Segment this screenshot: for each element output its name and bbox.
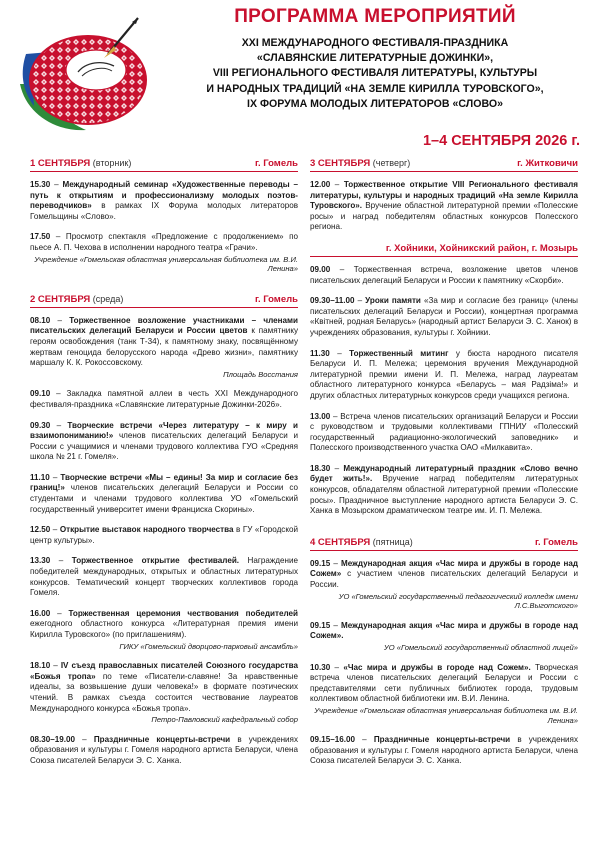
event-title: Торжественная церемония чествования победителей	[68, 608, 298, 618]
day-header	[310, 537, 578, 551]
day-header	[30, 294, 298, 308]
event-desc: Закладка памятной аллеи в честь XXI Международного фестиваля-праздника «Славянские литературные Дожинки-2026».	[30, 389, 298, 409]
festival-logo-icon	[16, 14, 150, 136]
event-item	[310, 621, 578, 653]
header	[0, 0, 600, 160]
event-text: 09.30 – Творческие встречи «Через литературу – к миру и взаимопониманию!» членов писательских делегаций Беларуси и России с учащимися и членами трудового коллектива ГУО «Средняя школа № 21 г. Гомеля».	[30, 420, 298, 462]
event-title: Международная акция «Час мира и дружбы в городе над Сожем».	[310, 620, 579, 641]
event-text: 13.00 – Встреча членов писательских организаций Беларуси и России с руководством и трудовыми коллективами ГПНИУ «Полесский государственный радиационно-экологический заповедник» и Полесского производственного участка ОАО «Милкавита».	[310, 411, 579, 453]
event-text: 17.50 – Просмотр спектакля «Предложение с продолжением» по пьесе А. П. Чехова в исполнении народного театра «Грачи».	[30, 232, 298, 252]
event-venue: ГИКУ «Гомельский дворцово-парковый ансамбль»	[119, 641, 298, 651]
event-title: Торжественное открытие VIII Регионального фестиваля литературы, культуры и народных традиций «На земле Кирилла Туровского».	[310, 180, 579, 211]
event-item	[310, 412, 578, 454]
day-weekday: (среда)	[92, 293, 124, 304]
event-desc: Творческая встреча членов писательских делегаций Беларуси и России с представителями сети публичных библиотек города, трудовым коллективом областной библиотеки им. В.И. Ленина.	[310, 662, 578, 704]
event-desc: у бюста народного писателя Беларуси И. П. Мележа; церемония вручения Международной литературной премии имени И. П. Мележа, наград лауреатам областного литературного конкурса «Беларусь – мая Радзіма!» и других областных литературных конкурсов среди учащихся региона.	[310, 348, 579, 400]
day-header	[30, 158, 298, 172]
day-section	[30, 294, 298, 787]
event-time: 08.30–19.00	[30, 734, 76, 744]
event-item	[30, 735, 298, 767]
section-gap	[310, 777, 578, 787]
day-city: г. Гомель	[254, 158, 298, 169]
event-desc: Вручение наград победителям литературных конкурсов, обладателям областной литературной премии «Полесские росы». Праздничное выступление народного артиста Беларуси Э. С. Ханка в Мозырском драматическом театре им. И. П. Мележа.	[310, 474, 578, 516]
event-time: 15.30	[30, 180, 51, 189]
event-desc: Просмотр спектакля «Предложение с продолжением» по пьесе А. П. Чехова в исполнении народного театра «Грачи».	[30, 232, 298, 252]
event-venue: Учреждение «Гомельская областная универсальная библиотека им. В.И. Ленина»	[34, 254, 298, 274]
event-title: Международная акция «Час мира и дружбы в городе над Сожем»	[310, 558, 579, 579]
day-city: г. Гомель	[534, 536, 578, 548]
day-section	[310, 158, 578, 537]
day-date: 4 СЕНТЯБРЯ	[310, 536, 371, 548]
event-title: «Час мира и дружбы в городе над Сожем».	[343, 662, 531, 672]
event-text: 11.10 – Творческие встречи «Мы – едины! За мир и согласие без границ!» членов писательских делегаций Беларуси и России со студентами и членами трудового коллектива УО «Гомельский государственный университет имени Франциска Скорины».	[30, 472, 298, 514]
event-time: 09.10	[30, 389, 51, 399]
event-item	[30, 180, 298, 222]
event-text: 09.10 – Закладка памятной аллеи в честь XXI Международного фестиваля-праздника «Славянские литературные Дожинки-2026».	[30, 389, 298, 409]
event-title: Творческие встречи «Мы – едины! За мир и согласие без границ!»	[30, 472, 298, 493]
event-desc: в рамках IX Форума молодых литераторов Гомельщины «Слово».	[30, 201, 298, 221]
day-date: 1 СЕНТЯБРЯ	[30, 158, 91, 169]
event-text: 12.00 – Торжественное открытие VIII Регионального фестиваля литературы, культуры и народных традиций «На земле Кирилла Туровского». Вручение областной литературной премии «Полесские росы» и наград победителям областных конкурсов Полесского региона.	[310, 180, 579, 232]
event-text: 09.30–11.00 – Уроки памяти «За мир и согласие без границ» (члены писательских делегаций Беларуси и России), концертная программа «Квітней, родная Беларусь» (народный артист Беларуси Э. С. Ханок) в учреждениях образования, культуры г. Хойники.	[310, 296, 578, 337]
event-time: 13.00	[310, 411, 331, 421]
event-title: Международный литературный праздник «Слово вечно будет жить!».	[310, 463, 578, 484]
subtitle-line: И НАРОДНЫХ ТРАДИЦИЙ «НА ЗЕМЛЕ КИРИЛЛА ТУРОВСКОГО»,	[206, 82, 544, 95]
day-weekday: (четверг)	[372, 158, 411, 168]
day-section	[30, 158, 298, 294]
event-venue: Площадь Восстания	[223, 369, 298, 379]
event-title: Праздничные концерты-встречи	[93, 734, 231, 744]
event-text: 13.30 – Торжественное открытие фестивалей. Награждение победителей международных, открытых и областных литературных конкурсов. Тематический концерт творческих коллективов города Гомеля.	[30, 556, 298, 598]
event-desc: членов писательских делегаций Беларуси и России со студентами и членами трудового коллектива УО «Гомельский государственный университет имени Франциска Скорины».	[30, 483, 298, 514]
event-time: 18.10	[30, 661, 51, 671]
event-item	[310, 296, 578, 338]
event-title: Открытие выставок народного творчества	[59, 525, 234, 535]
event-title: Торжественное возложение участниками – членами писательских делегаций Беларуси и России цветов	[30, 315, 298, 336]
event-text: 09.15 – Международная акция «Час мира и дружбы в городе над Сожем».	[310, 620, 579, 641]
day-date: 3 СЕНТЯБРЯ	[310, 158, 371, 169]
event-desc: членов писательских делегаций Беларуси и России с учащимися и членами трудового коллектива ГУО «Средняя школа № 21 г. Гомеля».	[30, 431, 298, 462]
event-text: 10.30 – «Час мира и дружбы в городе над Сожем». Творческая встреча членов писательских делегаций Беларуси и России с представителями сети публичных библиотек города, трудовым коллективом областной библиотеки им. В.И. Ленина.	[310, 662, 578, 704]
event-desc: Вручение областной литературной премии «Полесские росы» и наград победителям областных конкурсов Полесского региона.	[310, 201, 578, 232]
subtitle-line: «СЛАВЯНСКИЕ ЛИТЕРАТУРНЫЕ ДОЖИНКИ»,	[256, 52, 494, 65]
event-time: 12.50	[30, 525, 51, 535]
event-item	[310, 663, 578, 726]
section-gap	[310, 527, 578, 537]
event-title: Творческие встречи «Через литературу – к миру и взаимопониманию!»	[30, 420, 298, 441]
event-item	[310, 180, 578, 233]
event-desc: по теме «Писатели-славяне! За нравственные идеалы, за возвышение души человека!» в формате поэтических чтений. В рамках съезда состоится чествование лауреатов Международного конкурса «Божья тропа».	[30, 671, 298, 713]
event-text: 16.00 – Торжественная церемония чествования победителей ежегодного областного конкурса «Литературная премия имени Кирилла Туровского» (по приглашениям).	[30, 608, 298, 639]
event-desc: Встреча членов писательских организаций Беларуси и России с руководством и трудовыми коллективами ГПНИУ «Полесский государственный радиационно-экологический заповедник» и Полесского производственного участка ОАО «Милкавита».	[310, 411, 579, 453]
left-column	[30, 158, 298, 787]
subtitle-line: IX ФОРУМА МОЛОДЫХ ЛИТЕРАТОРОВ «СЛОВО»	[247, 97, 503, 110]
event-text: 08.10 – Торжественное возложение участниками – членами писательских делегаций Беларуси и России цветов к памятнику героям освобождения (танк Т-34), к памятному знаку, посвящённому жертвам геноцида белорусского народа «Древо жизни», памятнику маршалу К. К. Рокоссовскому.	[30, 315, 299, 368]
day-date: 2 СЕНТЯБРЯ	[30, 293, 91, 305]
event-desc: Торжественная встреча, возложение цветов членов писательских делегаций Беларуси и России к памятнику «Скорби».	[310, 264, 578, 285]
event-text: 11.30 – Торжественный митинг у бюста народного писателя Беларуси И. П. Мележа; церемония вручения Международной литературной премии имени И. П. Мележа, наград лауреатам областного литературного конкурса «Беларусь – мая Радзіма!» и других областных литературных конкурсов среди учащихся региона.	[310, 348, 579, 400]
event-text: 08.30–19.00 – Праздничные концерты-встречи в учреждениях образования и культуры г. Гомеля народного артиста Беларуси, члена Союза писателей Беларуси Э. С. Ханка.	[30, 734, 298, 765]
event-time: 11.30	[310, 348, 330, 358]
event-title: Уроки памяти	[365, 296, 421, 306]
subtitle-line: VIII РЕГИОНАЛЬНОГО ФЕСТИВАЛЯ ЛИТЕРАТУРЫ, КУЛЬТУРЫ	[212, 67, 538, 80]
day-section	[310, 537, 578, 787]
day-label	[30, 158, 131, 169]
event-time: 10.30	[310, 662, 331, 672]
event-text: 18.30 – Международный литературный праздник «Слово вечно будет жить!». Вручение наград победителям литературных конкурсов, обладателям областной литературной премии «Полесские росы». Праздничное выступление народного артиста Беларуси Э. С. Ханка в Мозырском драматическом театре им. И. П. Мележа.	[310, 463, 578, 516]
event-title: Международный семинар «Художественные переводы – путь к открытиям и профессионализму молодых поэтов-переводчиков»	[30, 180, 298, 211]
event-venue: Петро-Павловский кафедральный собор	[151, 715, 298, 725]
event-desc: в ГУ «Городской центр культуры».	[30, 525, 298, 545]
event-text: 09.15 – Международная акция «Час мира и дружбы в городе над Сожем» с участием членов писательских делегаций Беларуси и России.	[310, 558, 579, 590]
event-venue: Учреждение «Гомельская областная универсальная библиотека им. В.И. Ленина»	[314, 705, 578, 725]
event-time: 16.00	[30, 608, 51, 618]
day-city: г. Житковичи	[517, 158, 578, 169]
event-title: Праздничные концерты-встречи	[373, 735, 511, 745]
event-desc: с участием членов писательских делегаций Беларуси и России.	[310, 569, 578, 590]
program-subtitle	[150, 36, 600, 112]
event-venue: УО «Гомельский государственный областной лицей»	[383, 643, 578, 652]
event-time: 09.15–16.00	[310, 735, 356, 745]
event-time: 18.30	[310, 463, 331, 473]
event-item	[30, 661, 298, 725]
event-text: 09.15–16.00 – Праздничные концерты-встречи в учреждениях образования и культуры г. Гомеля народного артиста Беларуси, члена Союза писателей Беларуси Э. С. Ханка.	[310, 735, 578, 766]
event-time: 09.00	[310, 264, 331, 274]
day-label	[30, 294, 123, 305]
event-item	[310, 349, 578, 402]
event-time: 13.30	[30, 556, 51, 566]
right-column	[310, 158, 578, 787]
event-time: 11.10	[30, 472, 50, 482]
event-item	[310, 735, 578, 767]
day-header	[310, 158, 578, 172]
event-title: IV съезд православных писателей Союзного государства «Божья тропа»	[30, 661, 299, 681]
event-item	[310, 265, 578, 286]
event-item	[30, 473, 298, 515]
event-item	[310, 559, 578, 611]
event-item	[30, 316, 298, 380]
event-text: 15.30 – Международный семинар «Художественные переводы – путь к открытиям и профессионализму молодых поэтов-переводчиков» в рамках IX Форума молодых литераторов Гомельщины «Слово».	[30, 180, 298, 221]
section-gap	[30, 284, 298, 294]
event-time: 17.50	[30, 232, 51, 242]
day-city: г. Гомель	[254, 293, 298, 305]
event-item	[30, 525, 298, 546]
event-text: 12.50 – Открытие выставок народного творчества в ГУ «Городской центр культуры».	[30, 525, 298, 545]
event-time: 09.15	[310, 620, 331, 630]
event-item	[30, 389, 298, 410]
event-desc: в учреждениях образования и культуры г. Гомеля народного артиста Беларуси, члена Союза писателей Беларуси Э. С. Ханка.	[30, 734, 298, 765]
program-title: ПРОГРАММА МЕРОПРИЯТИЙ	[234, 6, 516, 27]
event-time: 12.00	[310, 180, 331, 189]
event-time: 08.10	[30, 315, 51, 325]
event-item	[30, 556, 298, 598]
section-gap	[30, 777, 298, 787]
day-label	[310, 158, 410, 169]
event-title: Торжественное открытие фестивалей.	[71, 556, 240, 566]
festival-dates: 1–4 СЕНТЯБРЯ 2026 г.	[422, 133, 580, 149]
day-label	[310, 537, 413, 548]
event-time: 09.30–11.00	[310, 296, 355, 306]
event-item	[30, 421, 298, 463]
event-item	[30, 609, 298, 651]
day-sub-city: г. Хойники, Хойникский район, г. Мозырь	[310, 243, 578, 257]
event-desc: в учреждениях образования и культуры г. Гомеля народного артиста Беларуси, члена Союза писателей Беларуси Э. С. Ханка.	[310, 735, 578, 766]
event-item	[30, 232, 298, 273]
event-time: 09.30	[30, 420, 51, 430]
event-desc: к памятнику героям освобождения (танк Т-34), к памятному знаку, посвящённому жертвам геноцида белорусского народа «Древо жизни», памятнику маршалу К. К. Рокоссовскому.	[30, 326, 299, 368]
event-time: 09.15	[310, 558, 331, 568]
event-desc: «За мир и согласие без границ» (члены писательских делегаций Беларуси и России), концертная программа «Квітней, родная Беларусь» (народный артист Беларуси Э. С. Ханок) в учреждениях образования, культуры г. Хойники.	[310, 296, 578, 337]
event-text: 09.00 – Торжественная встреча, возложение цветов членов писательских делегаций Беларуси и России к памятнику «Скорби».	[310, 264, 578, 285]
day-weekday: (пятница)	[372, 536, 413, 547]
event-venue: УО «Гомельский государственный педагогический колледж имени Л.С.Выготского»	[338, 591, 578, 611]
subtitle-line: XXI МЕЖДУНАРОДНОГО ФЕСТИВАЛЯ-ПРАЗДНИКА	[241, 37, 509, 49]
event-desc: ежегодного областного конкурса «Литературная премия имени Кирилла Туровского» (по приглашениям).	[30, 619, 298, 639]
event-desc: Награждение победителей международных, открытых и областных литературных конкурсов. Тематический концерт творческих коллективов города Гомеля.	[30, 556, 298, 598]
event-title: Торжественный митинг	[349, 348, 449, 358]
event-text: 18.10 – IV съезд православных писателей Союзного государства «Божья тропа» по теме «Писатели-славяне! За нравственные идеалы, за возвышение души человека!» в формате поэтических чтений. В рамках съезда состоится чествование лауреатов Международного конкурса «Божья тропа».	[30, 661, 299, 713]
day-weekday: (вторник)	[92, 158, 132, 168]
event-item	[310, 464, 578, 517]
